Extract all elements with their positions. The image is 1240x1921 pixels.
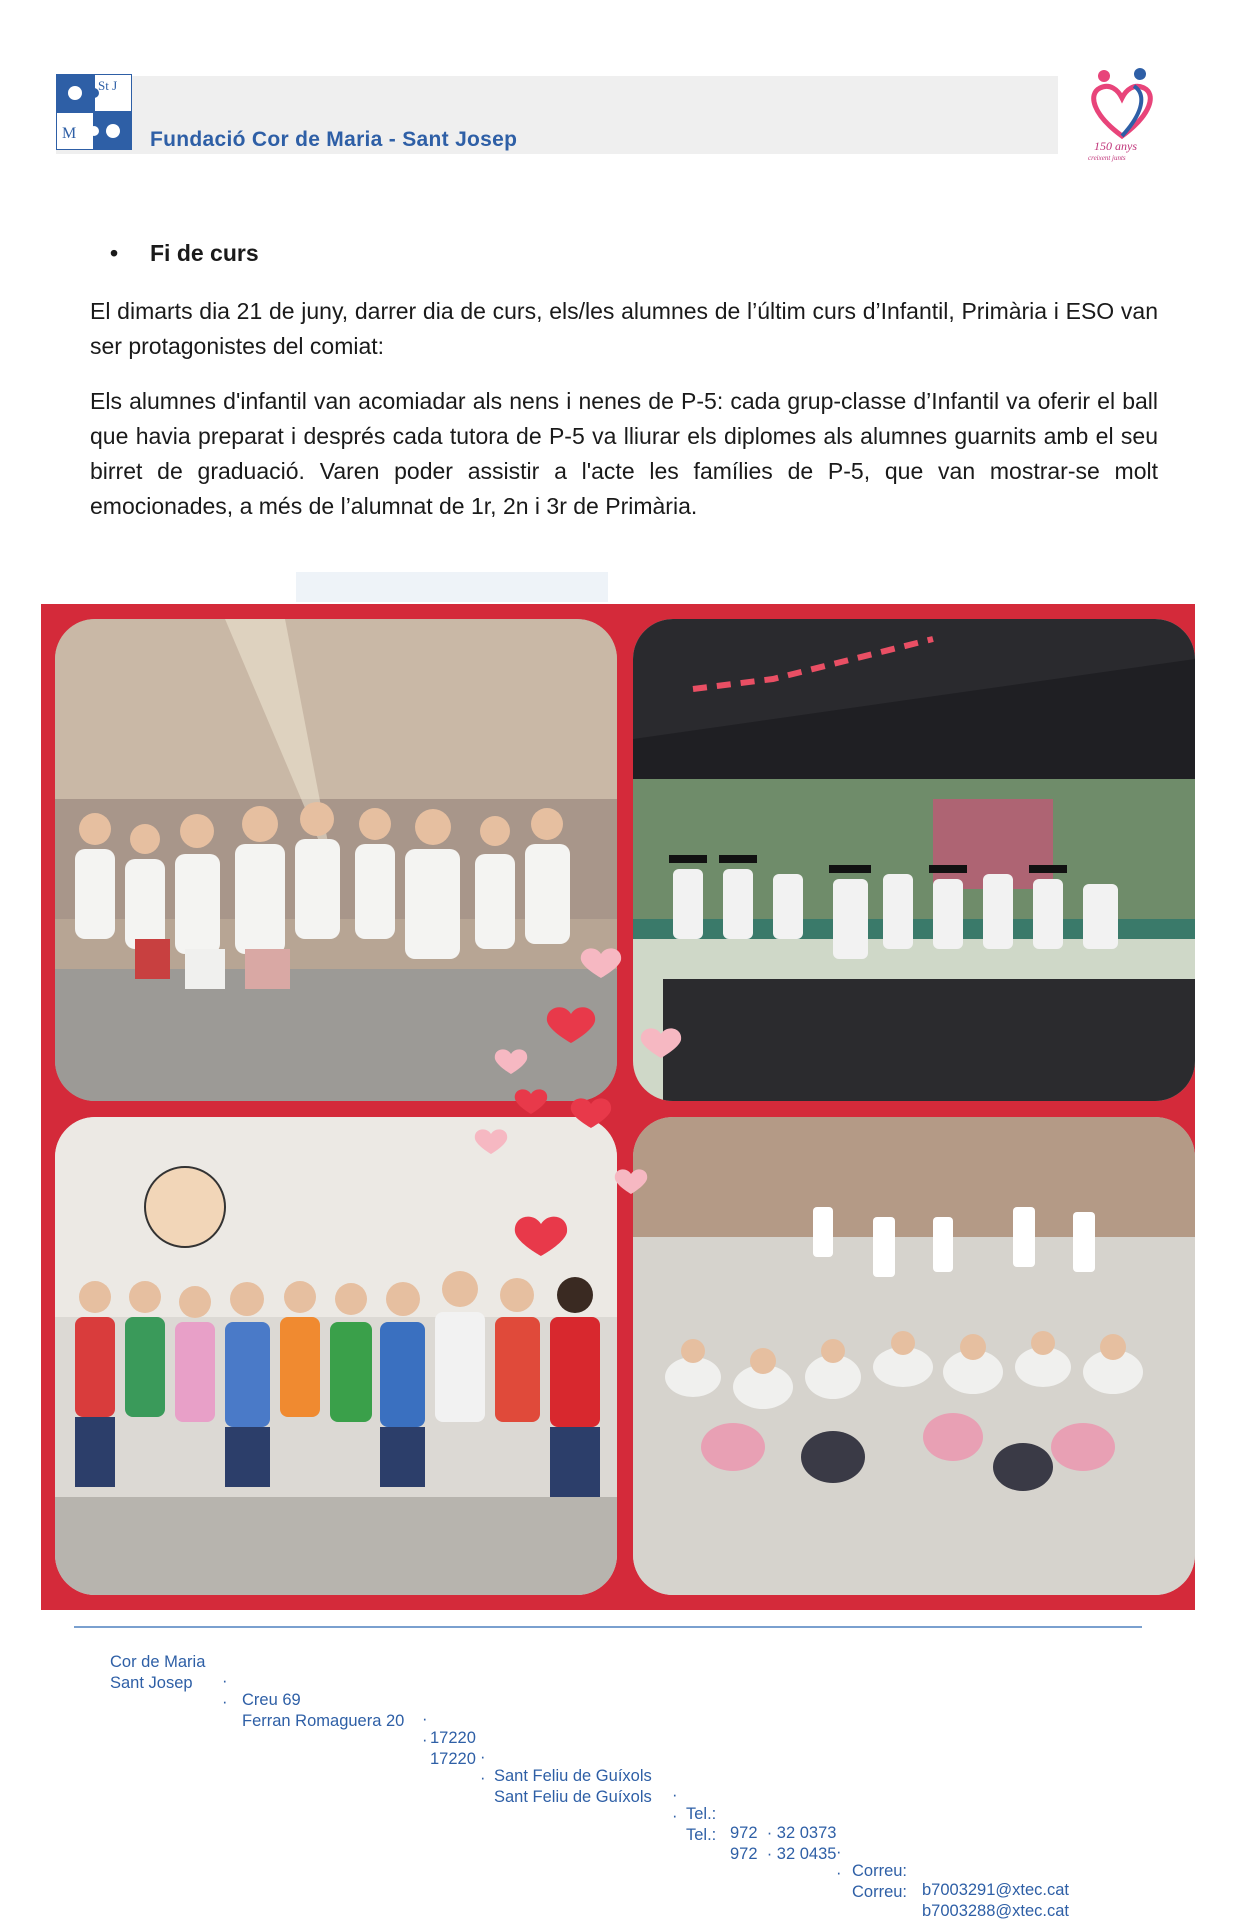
footer-tel-label: Tel.: <box>686 1826 717 1844</box>
anniversary-heart-logo-icon <box>1082 64 1162 164</box>
footer-address: Ferran Romaguera 20 <box>242 1712 405 1730</box>
footer-tel: 972 · 32 0373 <box>730 1824 837 1842</box>
anniversary-sub: creixent junts <box>1088 154 1126 162</box>
logo-letters-top: St J <box>98 78 118 93</box>
footer-city: Sant Feliu de Guíxols <box>494 1767 652 1785</box>
faint-image-strip <box>296 572 608 602</box>
footer-city: Sant Feliu de Guíxols <box>494 1788 652 1806</box>
footer-mail[interactable]: b7003291@xtec.cat <box>922 1881 1070 1899</box>
hearts-decoration-icon <box>471 924 731 1284</box>
org-name: Fundació Cor de Maria - Sant Josep <box>150 128 518 151</box>
paragraph-intro: El dimarts dia 21 de juny, darrer dia de curs, els/les alumnes de l’últim curs d’Infantil, Primària i ESO van ser protagonistes del comiat: <box>90 298 1158 359</box>
footer-row-cor-de-maria: Cor de Maria · Creu 69 · 17220 · Sant Feliu de Guíxols · Tel.: 972 · 32 0373 · Correu: b7003291@xtec.cat <box>110 1653 1070 1899</box>
footer-school-name: Cor de Maria <box>110 1653 206 1671</box>
photo-collage <box>41 604 1195 1610</box>
footer-mail-label: Correu: <box>852 1862 908 1880</box>
section-heading: Fi de curs <box>150 240 259 266</box>
logo-letter-bottom: M <box>62 125 77 142</box>
footer-tel: 972 · 32 0435 <box>730 1845 837 1863</box>
footer-divider <box>74 1626 1142 1628</box>
footer-mail[interactable]: b7003288@xtec.cat <box>922 1902 1070 1920</box>
footer-mail-label: Correu: <box>852 1883 908 1901</box>
anniversary-text: 150 anys <box>1094 139 1137 153</box>
paragraph-detail: Els alumnes d'infantil van acomiadar als nens i nenes de P-5: cada grup-classe d’Infantil va oferir el ball que havia preparat i després cada tutora de P-5 va lliurar els diplomes als alumnes guarnits amb el seu birret de graduació. Varen poder assistir a l'acte les famílies de P-5, que van mostrar-se molt emocionades, a més de l’alumnat de 1r, 2n i 3r de Primària. <box>90 388 1158 519</box>
school-puzzle-logo-icon <box>56 74 132 150</box>
bullet: • <box>110 240 119 266</box>
footer-tel-label: Tel.: <box>686 1805 717 1823</box>
footer-postal: 17220 <box>430 1729 476 1747</box>
footer-row-sant-josep: Sant Josep · Ferran Romaguera 20 · 17220 · Sant Feliu de Guíxols · Tel.: 972 · 32 0435 · Correu: b7003288@xtec.cat <box>110 1674 1070 1920</box>
footer-address: Creu 69 <box>242 1691 301 1709</box>
section-heading-row <box>110 240 259 267</box>
footer-postal: 17220 <box>430 1750 476 1768</box>
footer-school-name: Sant Josep <box>110 1674 193 1692</box>
